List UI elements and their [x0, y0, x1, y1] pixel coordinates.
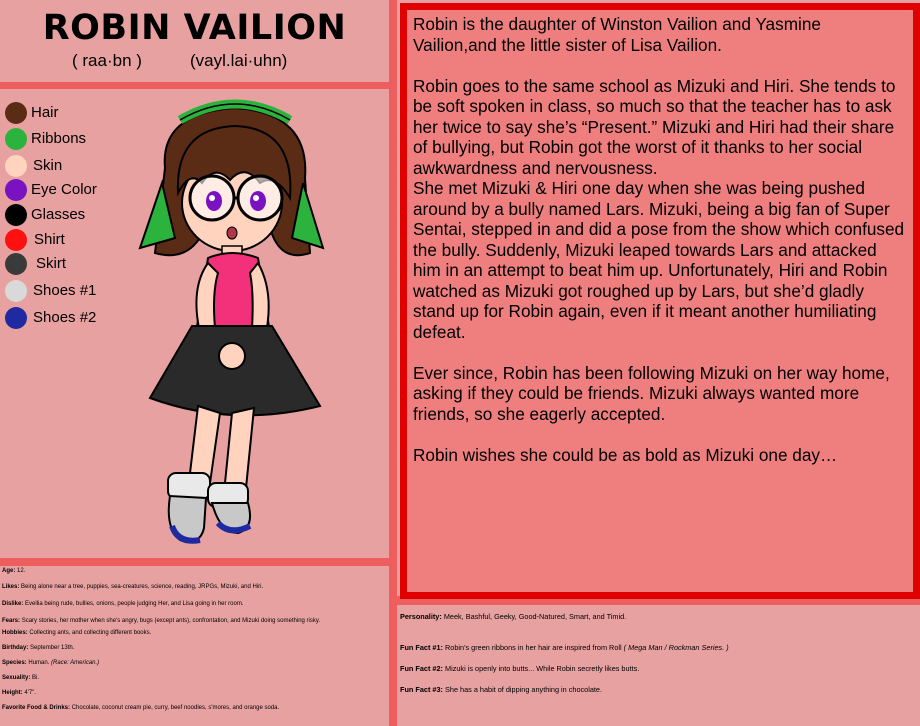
stat-fears	[2, 617, 320, 625]
skin-swatch	[5, 155, 27, 177]
stat-dislikes	[2, 600, 244, 608]
biography-panel	[400, 3, 920, 599]
bio-paragraph: Ever since, Robin has been following Mizuki on her way home, asking if they could be friends. Mizuki always wanted more friends, so she eagerly accepted.	[413, 362, 890, 424]
stat-likes	[2, 583, 263, 591]
stat-value: Being alone near a tree, puppies, sea-creatures, science, reading, JRPGs, Mizuki, and Hiri.	[21, 584, 264, 590]
stat-value: Chocolate, coconut cream pie, curry, beef noodles, s'mores, and orange soda.	[71, 705, 280, 711]
stat-label: Sexuality:	[2, 675, 31, 681]
stat-age	[2, 567, 25, 575]
shoes-1-swatch	[5, 280, 27, 302]
fact-2	[400, 664, 639, 673]
legend-label: Shirt	[34, 231, 65, 248]
fact-3	[400, 685, 602, 694]
stat-label: Dislike:	[2, 601, 24, 607]
fact-value: Robin's green ribbons in her hair are inspired from Roll	[445, 643, 622, 652]
stat-label: Fears:	[2, 618, 21, 624]
legend-label: Hair	[31, 104, 59, 121]
shoes-2-swatch	[5, 307, 27, 329]
stat-race: (Race: American.)	[51, 660, 100, 666]
stat-label: Species:	[2, 660, 27, 666]
stat-favorite-food	[2, 704, 279, 712]
fact-personality	[400, 612, 626, 621]
eye-color-swatch	[5, 179, 27, 201]
fact-label: Fun Fact #2:	[400, 664, 443, 673]
glasses-swatch	[5, 204, 27, 226]
fact-label: Fun Fact #1:	[400, 643, 443, 652]
bio-paragraph: She met Mizuki & Hiri one day when she was being pushed around by a bully named Lars. Mizuki, being a big fan of Super Sentai, stepped in and did a pose from the show which confused the bully. Suddenly, Mizuki leaped towards Lars and attacked him in an attempt to beat him up. Unfortunately, Hiri and Robin watched as Mizuki got roughed up by Lars, but she’d gladly stand up for Robin again, even if it meant another humiliating defeat.	[413, 178, 905, 342]
shirt-swatch	[5, 229, 27, 251]
character-name: ROBIN VAILION	[42, 8, 347, 48]
fact-source: ( Mega Man / Rockman Series. )	[623, 643, 729, 652]
stat-value: Collecting ants, and collecting different books.	[29, 630, 152, 636]
stat-sexuality	[2, 674, 39, 682]
legend-label: Eye Color	[31, 181, 97, 198]
pronunciation-last: (vayl.lai·uhn)	[190, 51, 288, 70]
ribbons-swatch	[5, 128, 27, 150]
stat-birthday	[2, 644, 74, 652]
stat-hobbies	[2, 629, 151, 637]
fact-value: Mizuki is openly into butts... While Robin secretly likes butts.	[445, 664, 640, 673]
skirt-swatch	[5, 253, 27, 275]
pronunciation-first: ( raa·bn )	[72, 51, 142, 70]
legend-label: Glasses	[31, 206, 86, 223]
stat-label: Hobbies:	[2, 630, 28, 636]
legend-label: Shoes #1	[33, 282, 97, 299]
title-panel	[0, 0, 389, 81]
stat-value: Human.	[28, 660, 50, 666]
biography-text	[413, 14, 909, 486]
fact-1	[400, 643, 729, 652]
bio-paragraph: Robin wishes she could be as bold as Mizuki one day…	[413, 444, 838, 465]
legend-label: Ribbons	[31, 130, 87, 147]
stat-species	[2, 659, 99, 667]
fact-value: Meek, Bashful, Geeky, Good-Natured, Smart, and Timid.	[443, 612, 627, 621]
stat-height	[2, 689, 36, 697]
stat-value: Bi.	[32, 675, 40, 681]
stat-label: Favorite Food & Drinks:	[2, 705, 71, 711]
stat-label: Birthday:	[2, 645, 29, 651]
stat-label: Height:	[2, 690, 23, 696]
stat-value: September 13th.	[30, 645, 75, 651]
legend-label: Shoes #2	[33, 309, 97, 326]
bio-paragraph: Robin is the daughter of Winston Vailion and Yasmine Vailion,and the little sister of Lisa Vailion.	[413, 14, 821, 55]
hair-swatch	[5, 102, 27, 124]
stat-value: Scary stories, her mother when she's angry, bugs (except ants), confrontation, and Mizuki doing something risky.	[21, 618, 321, 624]
stat-label: Likes:	[2, 584, 20, 590]
fact-label: Fun Fact #3:	[400, 685, 443, 694]
divider-art	[0, 558, 390, 566]
legend-label: Skirt	[36, 255, 66, 272]
stat-value: Evellia being rude, bullies, onions, people judging Her, and Lisa going in her room.	[25, 601, 244, 607]
stat-value: 12.	[17, 568, 26, 574]
fact-label: Personality:	[400, 612, 442, 621]
legend-label: Skin	[33, 157, 63, 174]
stat-value: 4'7".	[24, 690, 36, 696]
divider-vertical	[389, 0, 397, 726]
character-illustration	[120, 88, 350, 558]
fact-value: She has a habit of dipping anything in chocolate.	[445, 685, 603, 694]
stat-label: Age:	[2, 568, 16, 574]
bio-paragraph: Robin goes to the same school as Mizuki and Hiri. She tends to be soft spoken in class, so much so that the teacher has to ask her twice to say she’s “Present.” Mizuki and Hiri had their share of bullying, but Robin got the worst of it thanks to her social awkwardness and nervousness.	[413, 75, 896, 178]
